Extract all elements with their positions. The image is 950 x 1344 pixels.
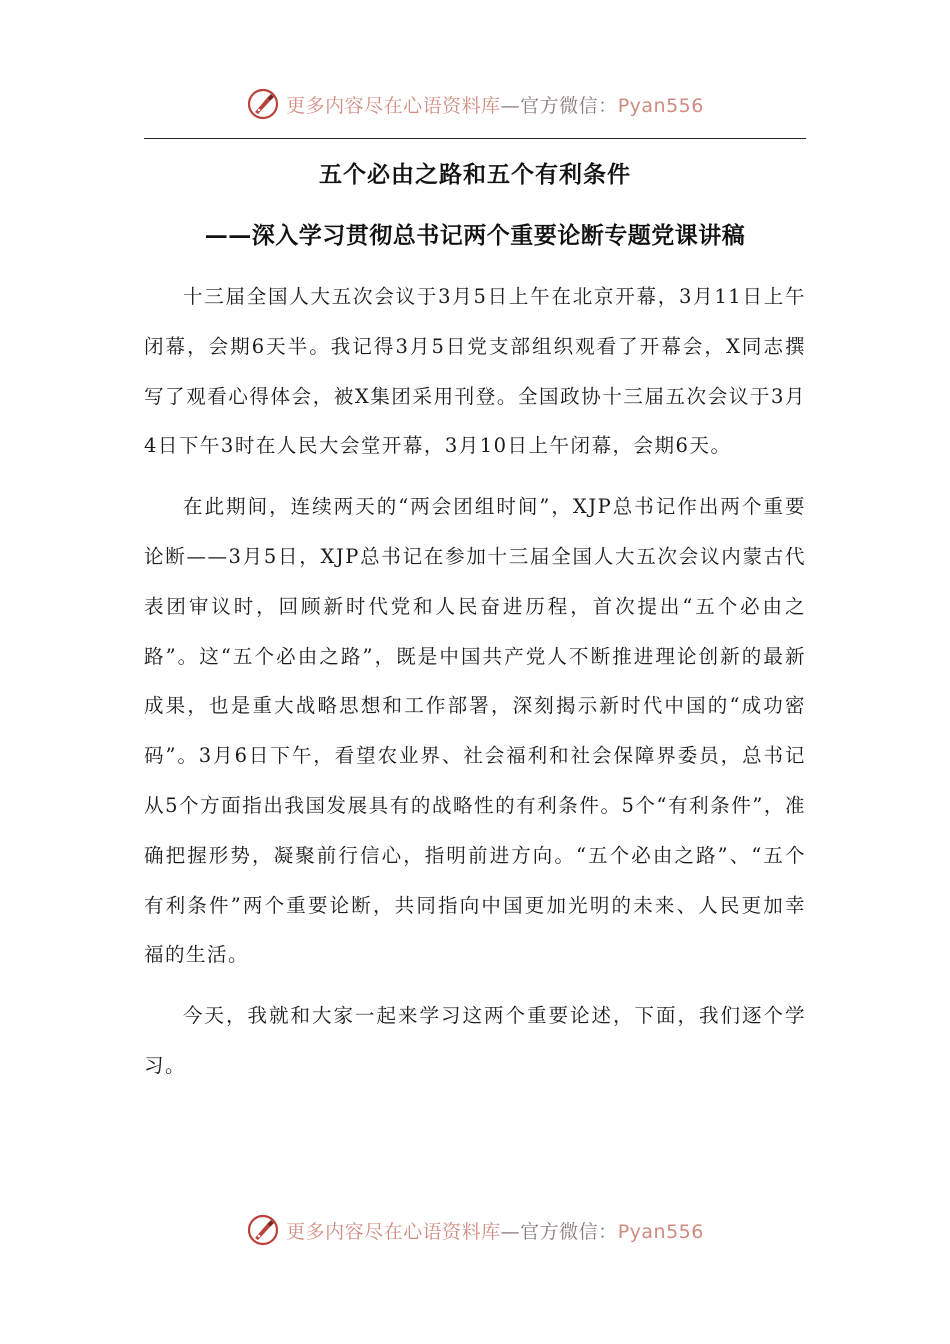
header-banner-content <box>246 87 704 121</box>
pen-nib-logo-icon <box>246 87 280 121</box>
header-separator: — <box>500 94 521 117</box>
footer-slogan: 更多内容尽在心语资料库 <box>286 1220 501 1243</box>
document-title: 五个必由之路和五个有利条件 <box>319 161 631 188</box>
header-divider <box>144 138 806 139</box>
footer-banner <box>0 1208 950 1252</box>
header-banner <box>0 82 950 126</box>
header-slogan: 更多内容尽在心语资料库 <box>286 94 501 117</box>
header-wechat-id: Pyan556 <box>617 94 704 117</box>
footer-banner-content <box>246 1213 704 1247</box>
paragraph-1: 十三届全国人大五次会议于3月5日上午在北京开幕，3月11日上午闭幕，会期6天半。我记得3月5日党支部组织观看了开幕会，X同志撰写了观看心得体会，被X集团采用刊登。全国政协十三届五次会议于3月4日下午3时在人民大会堂开幕，3月10日上午闭幕，会期6天。 <box>144 285 806 458</box>
footer-banner-text <box>286 1217 704 1244</box>
header-banner-text <box>286 91 704 118</box>
footer-separator: — <box>500 1220 521 1243</box>
pen-nib-logo-icon <box>246 1213 280 1247</box>
document-body <box>144 272 806 1102</box>
paragraph-2: 在此期间，连续两天的“两会团组时间”，XJP总书记作出两个重要论断——3月5日，XJP总书记在参加十三届全国人大五次会议内蒙古代表团审议时，回顾新时代党和人民奋进历程，首次提出“五个必由之路”。这“五个必由之路”，既是中国共产党人不断推进理论创新的最新成果，也是重大战略思想和工作部署，深刻揭示新时代中国的“成功密码”。3月6日下午，看望农业界、社会福利和社会保障界委员，总书记从5个方面指出我国发展具有的战略性的有利条件。5个“有利条件”，准确把握形势，凝聚前行信心，指明前进方向。“五个必由之路”、“五个有利条件”两个重要论断，共同指向中国更加光明的未来、人民更加幸福的生活。 <box>144 495 806 967</box>
header-wechat-label: 官方微信： <box>520 94 618 117</box>
document-subtitle: ——深入学习贯彻总书记两个重要论断专题党课讲稿 <box>204 222 746 249</box>
paragraph-3: 今天，我就和大家一起来学习这两个重要论述，下面，我们逐个学习。 <box>144 1004 806 1077</box>
footer-wechat-id: Pyan556 <box>617 1220 704 1243</box>
footer-wechat-label: 官方微信： <box>520 1220 618 1243</box>
